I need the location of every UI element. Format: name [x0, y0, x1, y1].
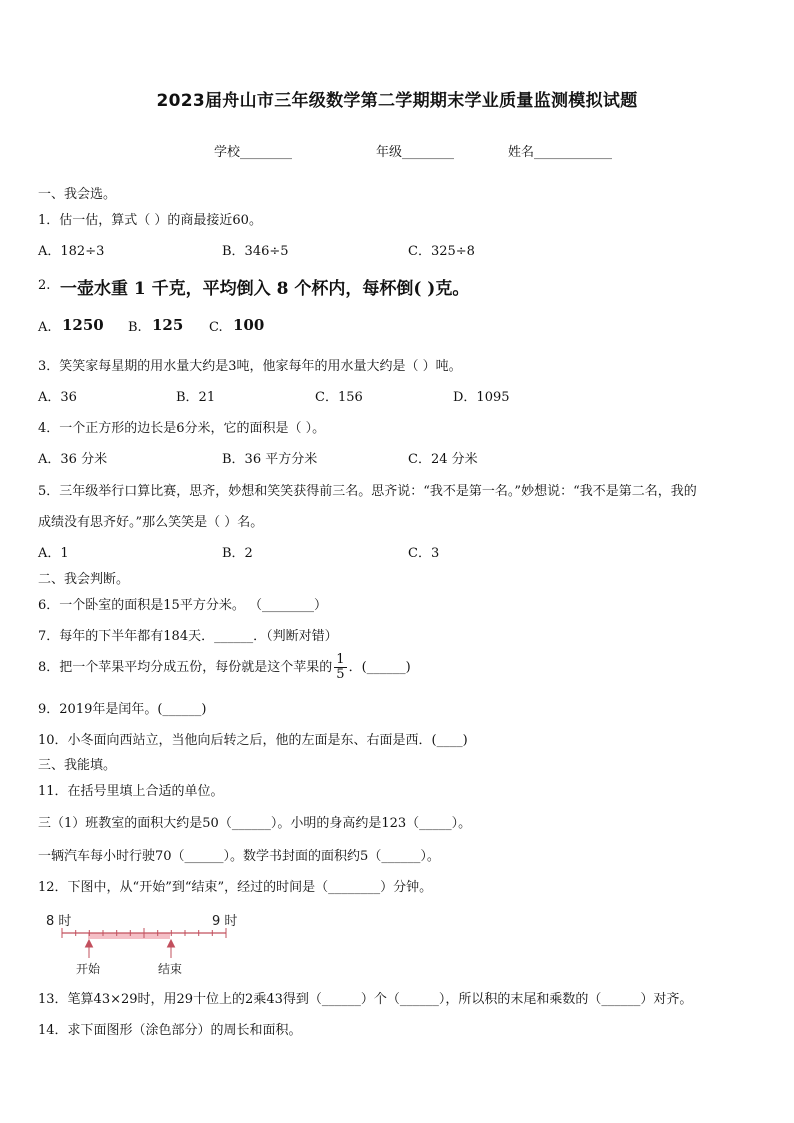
q4-option-c: C．24 分米 [408, 452, 478, 467]
timeline-end-hour: 9 时 [212, 914, 238, 929]
section-2-heading: 二、我会判断。 [38, 572, 130, 587]
q2-option-a-label: A. [38, 320, 52, 335]
q5-option-a: A．1 [38, 546, 69, 561]
question-9: 9．2019年是闰年。(______) [38, 702, 207, 717]
timeline-start-hour: 8 时 [46, 914, 72, 929]
q1-option-a: A．182÷3 [38, 244, 105, 259]
q5-option-c: C．3 [408, 546, 440, 561]
question-10: 10．小冬面向西站立，当他向后转之后，他的左面是东、右面是西．(____) [38, 733, 468, 748]
question-2: 一壶水重 1 千克，平均倒入 8 个杯内，每杯倒( )克。 [60, 279, 470, 299]
question-8 [38, 653, 411, 682]
question-1: 1．估一估，算式（ ）的商最接近60。 [38, 213, 262, 228]
question-14: 14．求下面图形（涂色部分）的周长和面积。 [38, 1023, 302, 1038]
question-5-line-1: 5．三年级举行口算比赛，思齐，妙想和笑笑获得前三名。思齐说：“我不是第一名。”妙想说：“我不是第二名，我的 [38, 484, 697, 499]
question-3: 3．笑笑家每星期的用水量大约是3吨，他家每年的用水量大约是（ ）吨。 [38, 359, 462, 374]
question-11-line-1: 三（1）班教室的面积大约是50（______）。小明的身高约是123（_____）。 [38, 816, 472, 831]
q1-option-c: C．325÷8 [408, 244, 475, 259]
section-1-heading: 一、我会选。 [38, 187, 117, 202]
timeline-start-label: 开始 [76, 962, 101, 976]
q3-option-a: A．36 [38, 390, 77, 405]
page-title: 2023届舟山市三年级数学第二学期期末学业质量监测模拟试题 [156, 91, 638, 111]
section-3-heading: 三、我能填。 [38, 758, 117, 773]
q3-option-d: D．1095 [453, 390, 510, 405]
grade-field: 年级________ [376, 145, 455, 160]
q2-option-c: 100 [233, 316, 265, 334]
q4-option-b: B．36 平方分米 [222, 452, 318, 467]
question-5-line-2: 成绩没有思齐好。”那么笑笑是（ ）名。 [38, 515, 264, 530]
start-arrow [86, 940, 93, 958]
question-12: 12．下图中，从“开始”到“结束”，经过的时间是（________）分钟。 [38, 880, 433, 895]
fraction-denominator: 5 [336, 667, 345, 682]
timeline-diagram [40, 906, 250, 978]
question-4: 4．一个正方形的边长是6分米，它的面积是（ ）。 [38, 421, 326, 436]
q1-option-b: B．346÷5 [222, 244, 289, 259]
q4-option-a: A．36 分米 [38, 452, 108, 467]
q2-option-c-label: C. [209, 320, 223, 335]
end-arrow [168, 940, 175, 958]
q3-option-c: C．156 [315, 390, 363, 405]
q2-option-a: 1250 [62, 316, 104, 334]
question-13: 13．笔算43×29时，用29十位上的2乘43得到（______）个（______），所以积的末尾和乘数的（______）对齐。 [38, 992, 693, 1007]
q8-text-after: ．(______) [348, 660, 411, 675]
q2-number: 2. [38, 278, 51, 293]
q2-option-b: 125 [152, 316, 184, 334]
question-11: 11．在括号里填上合适的单位。 [38, 784, 224, 799]
q8-text-before: 8．把一个苹果平均分成五份，每份就是这个苹果的 [38, 660, 333, 675]
fraction-numerator: 1 [336, 652, 345, 667]
timeline-end-label: 结束 [158, 962, 183, 976]
fraction-one-fifth [334, 653, 346, 682]
q3-option-b: B．21 [176, 390, 216, 405]
question-6: 6．一个卧室的面积是15平方分米。 （________） [38, 598, 327, 613]
question-7: 7．每年的下半年都有184天．______．（判断对错） [38, 629, 338, 644]
school-field: 学校________ [214, 145, 293, 160]
question-11-line-2: 一辆汽车每小时行驶70（______）。数学书封面的面积约5（______）。 [38, 849, 440, 864]
name-field: 姓名____________ [508, 145, 613, 160]
q2-option-b-label: B. [128, 320, 142, 335]
q5-option-b: B．2 [222, 546, 253, 561]
